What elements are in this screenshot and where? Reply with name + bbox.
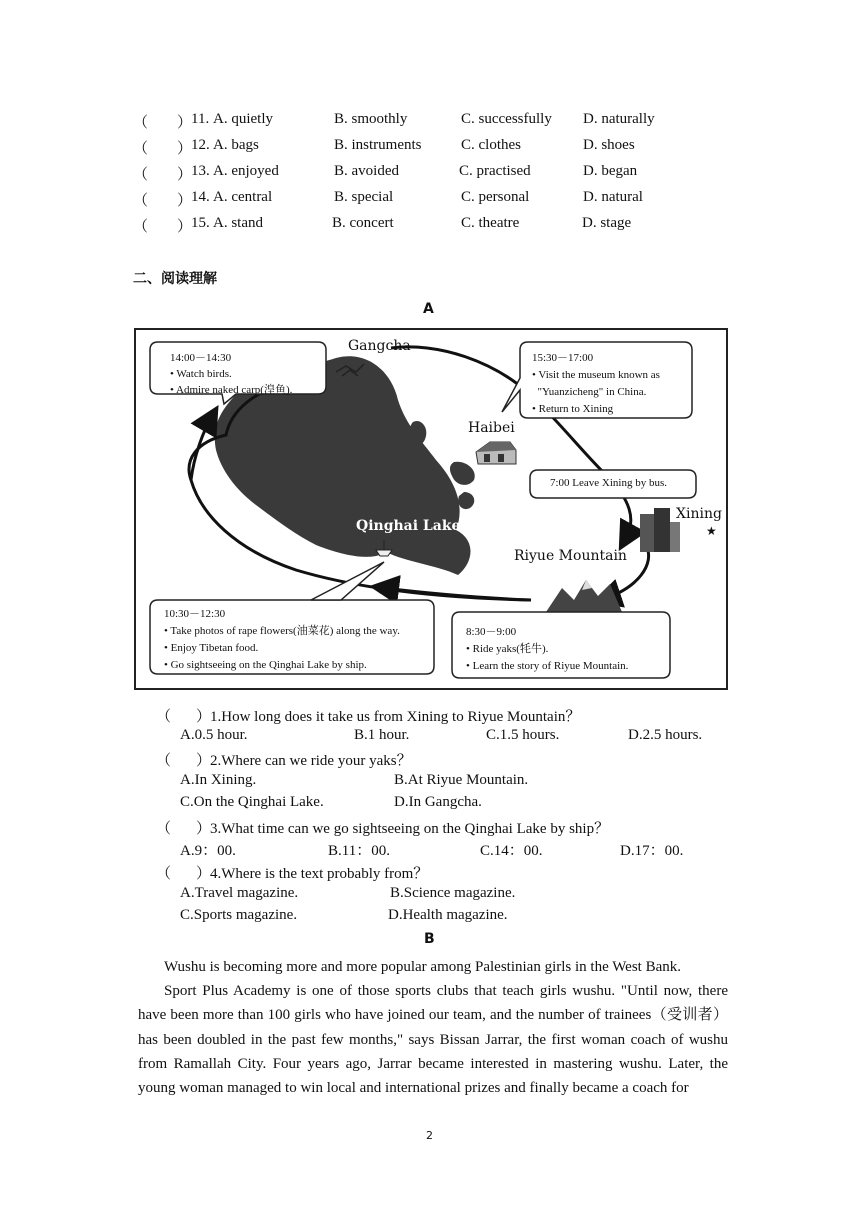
route-line xyxy=(384,588,531,600)
option-a: A.In Xining. xyxy=(180,772,257,788)
city-building-icon xyxy=(640,508,680,552)
place-label-xining: Xining xyxy=(676,506,722,522)
question-number: 11. xyxy=(191,111,210,127)
option-c: C.Sports magazine. xyxy=(180,907,298,923)
star-icon: ★ xyxy=(706,524,717,538)
option-c: C. clothes xyxy=(461,137,521,153)
answer-paren-open: （ xyxy=(133,167,149,183)
option-c: C. successfully xyxy=(461,111,552,127)
answer-paren-close: ） xyxy=(177,193,193,209)
option-b: B. smoothly xyxy=(334,111,408,127)
option-b: B. special xyxy=(334,189,394,205)
callout-item: • Visit the museum known as xyxy=(532,369,660,381)
callout-item: • Enjoy Tibetan food. xyxy=(164,642,259,654)
callout-time: 10:30－12:30 xyxy=(164,608,226,620)
answer-paren-open: （ xyxy=(156,709,172,725)
page-number: 2 xyxy=(426,1129,433,1142)
question-number: 13. xyxy=(191,163,210,179)
option-a: A.0.5 hour. xyxy=(180,727,248,743)
callout-riyue-text xyxy=(466,624,628,675)
place-label-gangcha: Gangcha xyxy=(348,338,411,354)
option-d: D. natural xyxy=(583,189,643,205)
option-c: C.1.5 hours. xyxy=(486,727,560,743)
question-number: 14. xyxy=(191,189,210,205)
island xyxy=(450,462,475,485)
option-b: B.Science magazine. xyxy=(390,885,516,901)
callout-item: • Ride yaks(牦牛). xyxy=(466,643,549,655)
answer-paren-close: ） xyxy=(196,821,212,837)
question-number: 15. xyxy=(191,215,210,231)
answer-paren-close: ） xyxy=(196,709,212,725)
callout-item: • Return to Xining xyxy=(532,403,614,415)
callout-item: • Go sightseeing on the Qinghai Lake by ship. xyxy=(164,659,367,671)
option-d: D. naturally xyxy=(583,111,655,127)
passage-b-paragraph-2: Sport Plus Academy is one of those sports clubs that teach girls wushu. "Until now, there have been more than 100 girls who have joined our team, and the number of trainees（受训者）has been doubled in the past few months," says Bissan Jarrar, the first woman coach of wushu from Ramallah City. Four years ago, Jarrar became interested in mastering wushu. Later, the young woman managed to win local and international prizes and finally became a coach for xyxy=(138,983,728,1097)
answer-paren-close: ） xyxy=(196,866,212,882)
answer-paren-open: （ xyxy=(156,753,172,769)
answer-paren-close: ） xyxy=(177,167,193,183)
option-b: B. instruments xyxy=(334,137,422,153)
option-d: D.Health magazine. xyxy=(388,907,508,923)
callout-item: "Yuanzicheng" in China. xyxy=(537,386,647,398)
option-c: C. personal xyxy=(461,189,530,205)
option-b: B.1 hour. xyxy=(354,727,410,743)
option-a: A. central xyxy=(213,189,273,205)
option-a: A.9：00. xyxy=(180,843,236,859)
answer-paren-close: ） xyxy=(177,141,193,157)
option-c: C. theatre xyxy=(461,215,520,231)
callout-lake-text xyxy=(164,606,400,674)
answer-paren-close: ） xyxy=(177,219,193,235)
answer-paren-close: ） xyxy=(196,753,212,769)
callout-item: • Learn the story of Riyue Mountain. xyxy=(466,660,629,672)
option-c: C.On the Qinghai Lake. xyxy=(180,794,324,810)
option-d: D.2.5 hours. xyxy=(628,727,703,743)
callout-lake-pointer xyxy=(311,562,384,600)
place-label-qinghai-lake: Qinghai Lake xyxy=(356,518,461,534)
answer-paren-open: （ xyxy=(156,866,172,882)
question-stem: 3.What time can we go sightseeing on the Qinghai Lake by ship？ xyxy=(210,821,610,837)
answer-paren-open: （ xyxy=(156,821,172,837)
callout-time: 8:30－9:00 xyxy=(466,626,517,638)
option-a: A.Travel magazine. xyxy=(180,885,299,901)
option-b: B.11：00. xyxy=(328,843,390,859)
option-d: D. began xyxy=(583,163,638,179)
callout-xining-text: 7:00 Leave Xining by bus. xyxy=(550,477,668,489)
callout-haibei-text xyxy=(532,350,660,418)
option-b: B. concert xyxy=(332,215,394,231)
answer-paren-close: ） xyxy=(177,115,193,131)
question-stem: 2.Where can we ride your yaks？ xyxy=(210,753,412,769)
callout-item: • Watch birds. xyxy=(170,368,232,380)
option-c: C.14：00. xyxy=(480,843,543,859)
passage-a-label: A xyxy=(423,301,434,317)
callout-time: 14:00－14:30 xyxy=(170,352,232,364)
answer-paren-open: （ xyxy=(133,219,149,235)
passage-b-paragraph-1: Wushu is becoming more and more popular among Palestinian girls in the West Bank. xyxy=(164,959,681,975)
section-title: 二、阅读理解 xyxy=(133,271,217,287)
island xyxy=(458,492,474,509)
option-b: B.At Riyue Mountain. xyxy=(394,772,529,788)
travel-route-map xyxy=(134,328,728,690)
option-a: A. stand xyxy=(213,215,263,231)
option-a: A. quietly xyxy=(213,111,273,127)
callout-item: • Take photos of rape flowers(油菜花) along the way. xyxy=(164,625,400,637)
answer-paren-open: （ xyxy=(133,193,149,209)
option-d: D. shoes xyxy=(583,137,635,153)
option-c: C. practised xyxy=(459,163,531,179)
callout-time: 15:30－17:00 xyxy=(532,352,594,364)
option-d: D.17：00. xyxy=(620,843,684,859)
callout-item: • Admire naked carp(湟鱼). xyxy=(170,384,293,396)
passage-b-label: B xyxy=(424,931,435,947)
callout-gangcha-text xyxy=(170,350,292,398)
house-icon xyxy=(476,442,516,464)
answer-paren-open: （ xyxy=(133,115,149,131)
answer-paren-open: （ xyxy=(133,141,149,157)
option-d: D. stage xyxy=(582,215,632,231)
option-a: A. enjoyed xyxy=(213,163,279,179)
option-d: D.In Gangcha. xyxy=(394,794,482,810)
question-stem: 4.Where is the text probably from？ xyxy=(210,866,429,882)
option-a: A. bags xyxy=(213,137,259,153)
mountain-icon xyxy=(546,580,622,612)
question-stem: 1.How long does it take us from Xining to Riyue Mountain？ xyxy=(210,709,581,725)
place-label-haibei: Haibei xyxy=(468,420,515,436)
place-label-riyue-mountain: Riyue Mountain xyxy=(514,548,627,564)
question-number: 12. xyxy=(191,137,210,153)
option-b: B. avoided xyxy=(334,163,399,179)
route-line xyxy=(191,418,211,480)
